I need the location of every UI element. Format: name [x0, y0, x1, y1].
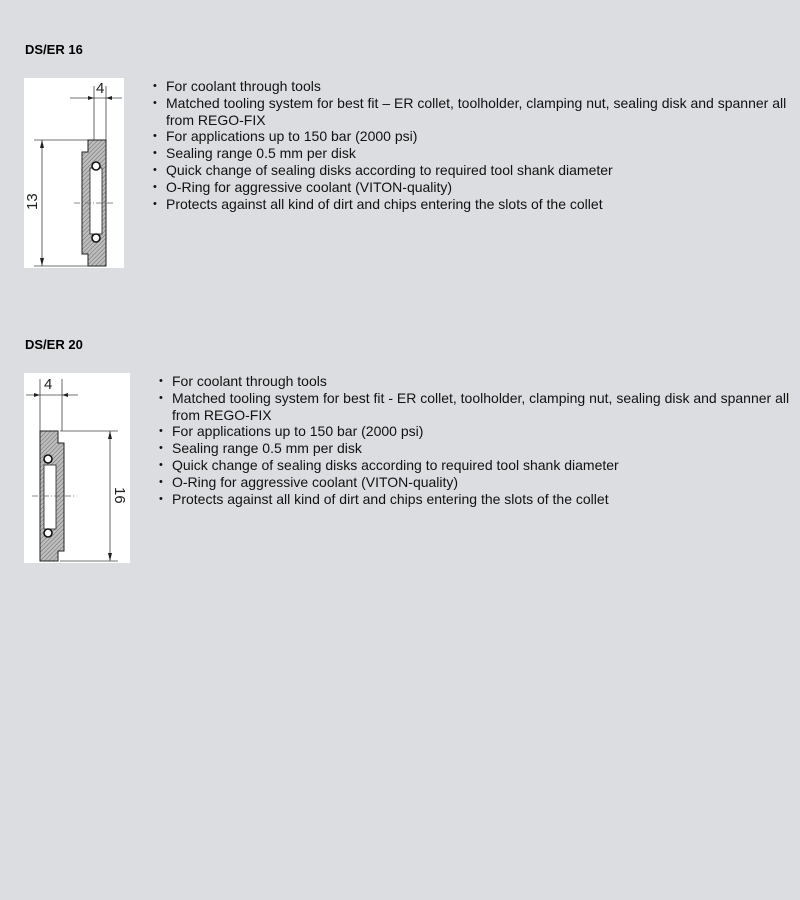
feature-item: • Sealing range 0.5 mm per disk [166, 145, 796, 162]
feature-item: • For applications up to 150 bar (2000 psi) [172, 423, 797, 440]
feature-item: • Matched tooling system for best fit – ER collet, toolholder, clamping nut, sealing disk and spanner all from REGO-FIX [166, 95, 796, 129]
dimension-height-label: 13 [24, 193, 41, 210]
sealing-disk-drawing [24, 78, 124, 268]
feature-item: • Sealing range 0.5 mm per disk [172, 440, 797, 457]
product-title: DS/ER 20 [25, 337, 83, 352]
feature-item: • O-Ring for aggressive coolant (VITON-quality) [172, 474, 797, 491]
feature-item: • O-Ring for aggressive coolant (VITON-quality) [166, 179, 796, 196]
feature-item: • Protects against all kind of dirt and chips entering the slots of the collet [172, 491, 797, 508]
feature-item: • For coolant through tools [172, 373, 797, 390]
feature-item: • For coolant through tools [166, 78, 796, 95]
feature-item: • For applications up to 150 bar (2000 psi) [166, 128, 796, 145]
dimension-height-label: 16 [111, 487, 128, 504]
feature-item: • Quick change of sealing disks according to required tool shank diameter [172, 457, 797, 474]
feature-item: • Matched tooling system for best fit - ER collet, toolholder, clamping nut, sealing disk and spanner all from REGO-FIX [172, 390, 797, 424]
feature-item: • Protects against all kind of dirt and chips entering the slots of the collet [166, 196, 796, 213]
sealing-disk-drawing [24, 373, 130, 563]
dimension-width-label: 4 [44, 376, 53, 393]
feature-item: • Quick change of sealing disks according to required tool shank diameter [166, 162, 796, 179]
product-title: DS/ER 16 [25, 42, 83, 57]
feature-list [152, 78, 796, 212]
technical-drawing [24, 373, 130, 563]
feature-list [158, 373, 797, 507]
dimension-width-label: 4 [96, 80, 105, 97]
technical-drawing [24, 78, 124, 268]
